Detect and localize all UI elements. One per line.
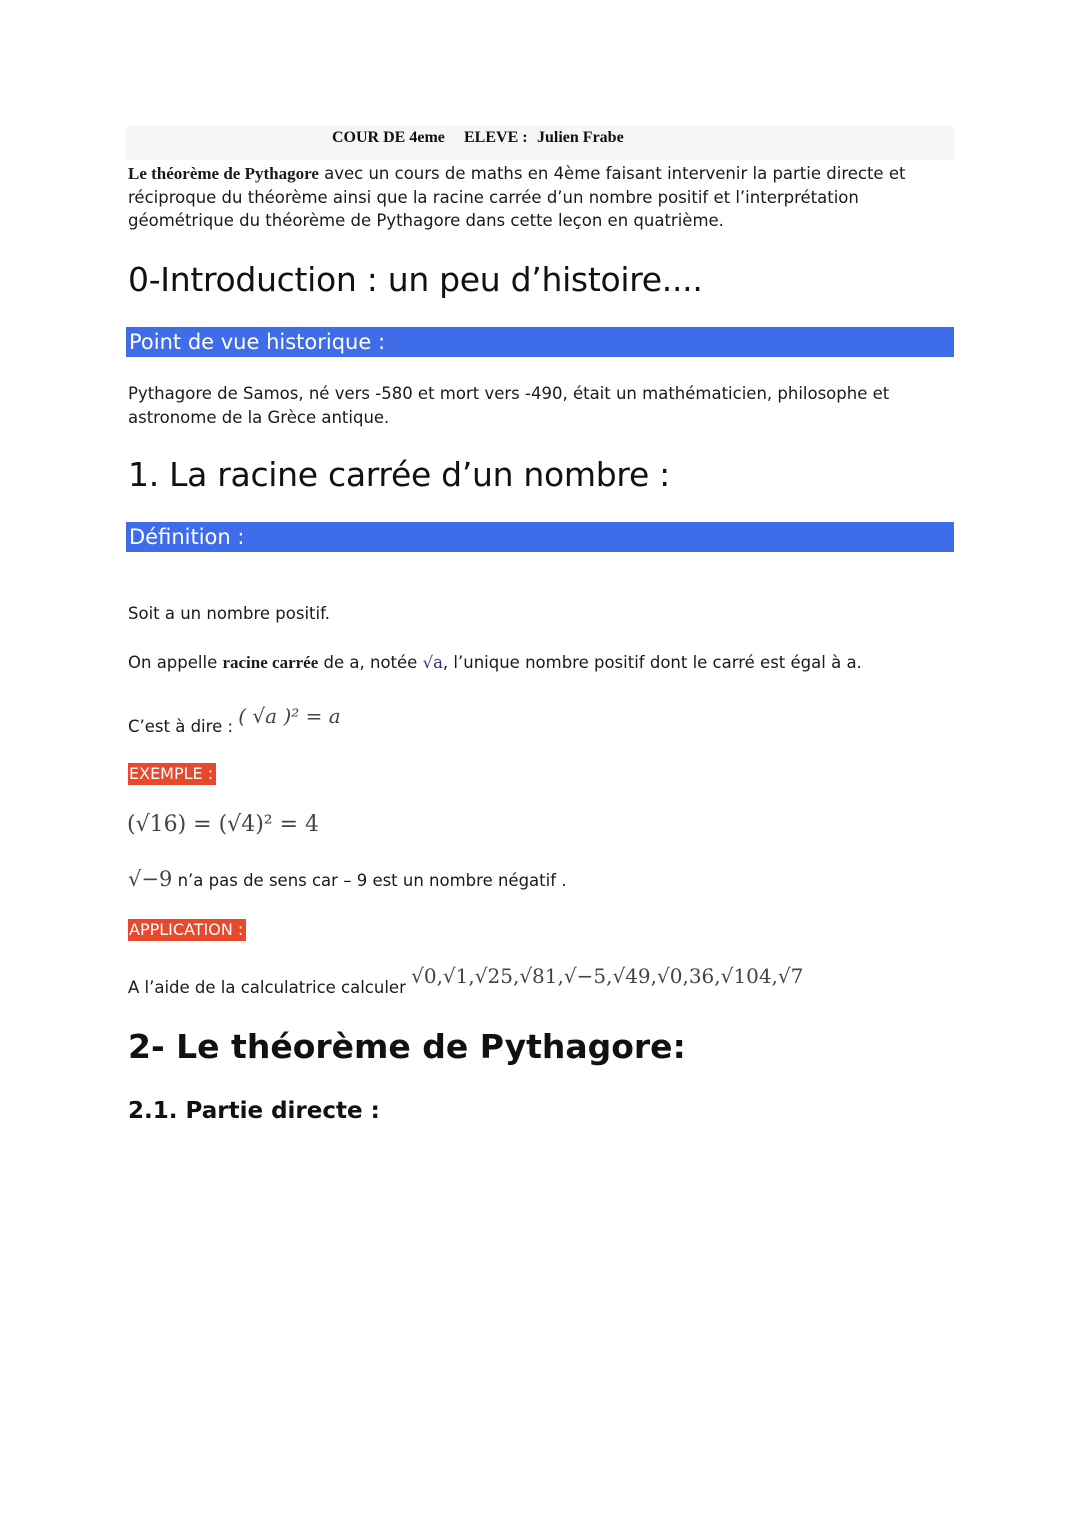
course-title: COUR DE 4eme bbox=[332, 129, 445, 146]
intro-bold-lead: Le théorème de Pythagore bbox=[128, 164, 319, 183]
section2-subtitle: 2.1. Partie directe : bbox=[128, 1098, 380, 1124]
example-1: (√16) = (√4)² = 4 bbox=[127, 812, 320, 837]
section1-title: 1. La racine carrée d’un nombre : bbox=[128, 455, 670, 494]
definition-line2 bbox=[128, 651, 954, 675]
exemple-tag: EXEMPLE : bbox=[128, 763, 216, 785]
section1-bar: Définition : bbox=[126, 522, 954, 552]
cest-line bbox=[128, 704, 954, 736]
def-mid: de a, notée bbox=[318, 653, 423, 672]
application-line bbox=[128, 964, 1028, 997]
section0-title: 0-Introduction : un peu d’histoire.... bbox=[128, 260, 703, 299]
definition-line1: Soit a un nombre positif. bbox=[128, 604, 330, 623]
def-post: , l’unique nombre positif dont le carré est égal à a. bbox=[442, 653, 862, 672]
intro-text: avec un cours de maths en 4ème faisant intervenir la partie directe et réciproque du théorème ainsi que la racine carrée d’un nombre positif et l’interprétation géométrique du théorème de Pythagore dans cette leçon en quatrième. bbox=[128, 164, 906, 230]
cest-label: C’est à dire : bbox=[128, 717, 239, 736]
application-math: √0,√1,√25,√81,√−5,√49,√0,36,√104,√7 bbox=[411, 964, 804, 988]
example2-text: n’a pas de sens car – 9 est un nombre négatif . bbox=[172, 871, 567, 890]
example2-math: √−9 bbox=[128, 867, 173, 891]
section2-title: 2- Le théorème de Pythagore: bbox=[128, 1027, 686, 1066]
intro-paragraph bbox=[128, 162, 954, 233]
section0-text: Pythagore de Samos, né vers -580 et mort vers -490, était un mathématicien, philosophe et astronome de la Grèce antique. bbox=[128, 384, 890, 427]
student-label: ELEVE : bbox=[464, 129, 528, 146]
def-sqrt-symbol: √a bbox=[422, 653, 443, 672]
section0-bar: Point de vue historique : bbox=[126, 327, 954, 357]
header-band bbox=[126, 126, 954, 160]
student-name: Julien Frabe bbox=[537, 129, 624, 146]
def-pre: On appelle bbox=[128, 653, 223, 672]
cest-formula: ( √a )² = a bbox=[238, 704, 341, 728]
example-2 bbox=[128, 868, 954, 893]
def-bold: racine carrée bbox=[222, 653, 319, 672]
application-text: A l’aide de la calculatrice calculer bbox=[128, 978, 412, 997]
application-tag: APPLICATION : bbox=[128, 919, 246, 941]
